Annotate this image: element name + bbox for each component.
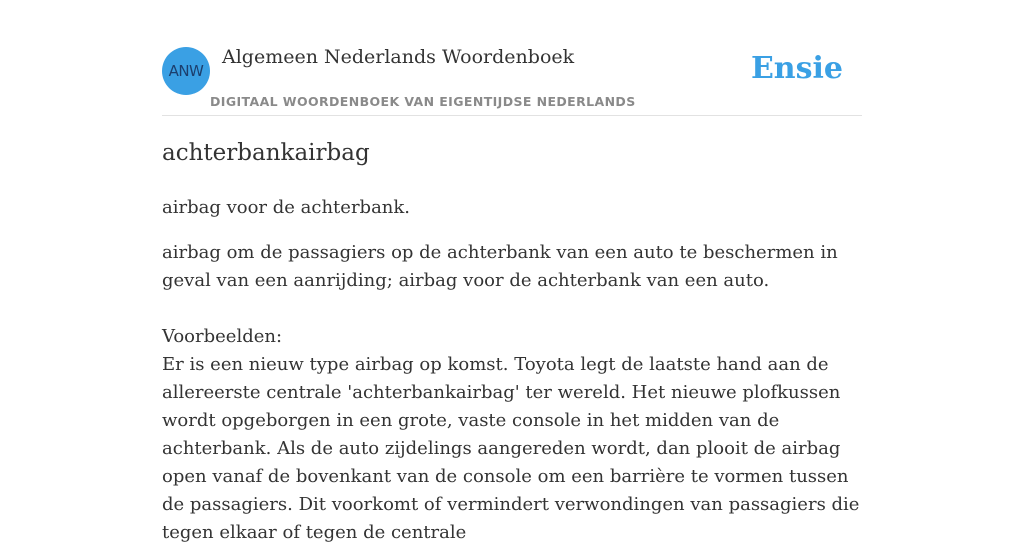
site-subtitle: DIGITAAL WOORDENBOEK VAN EIGENTIJDSE NEDERLANDS: [210, 94, 636, 109]
example-text: Er is een nieuw type airbag op komst. Toyota legt de laatste hand aan de allereerste centrale 'achterbankairbag' ter wereld. Het nieuwe plofkussen wordt opgeborgen in een grote, vaste console in het midden van de achterbank. Als de auto zijdelings aangereden wordt, dan plooit de airbag open vanaf de bovenkant van de console om een barrière te vormen tussen de passagiers. Dit voorkomt of vermindert verwondingen van passagiers die tegen elkaar of tegen de centrale: [162, 354, 860, 543]
examples-label: Voorbeelden:: [162, 326, 283, 347]
entry-title: achterbankairbag: [162, 140, 370, 166]
page: [162, 0, 862, 543]
anw-logo-icon[interactable]: ANW: [162, 47, 210, 95]
site-header: [162, 0, 862, 116]
long-definition: airbag om de passagiers op de achterbank van een auto te beschermen in geval van een aanrijding; airbag voor de achterbank van een auto.: [162, 242, 838, 291]
short-definition: airbag voor de achterbank.: [162, 197, 411, 218]
ensie-brand-link[interactable]: Ensie: [750, 51, 843, 86]
site-title[interactable]: Algemeen Nederlands Woordenboek: [222, 46, 575, 68]
